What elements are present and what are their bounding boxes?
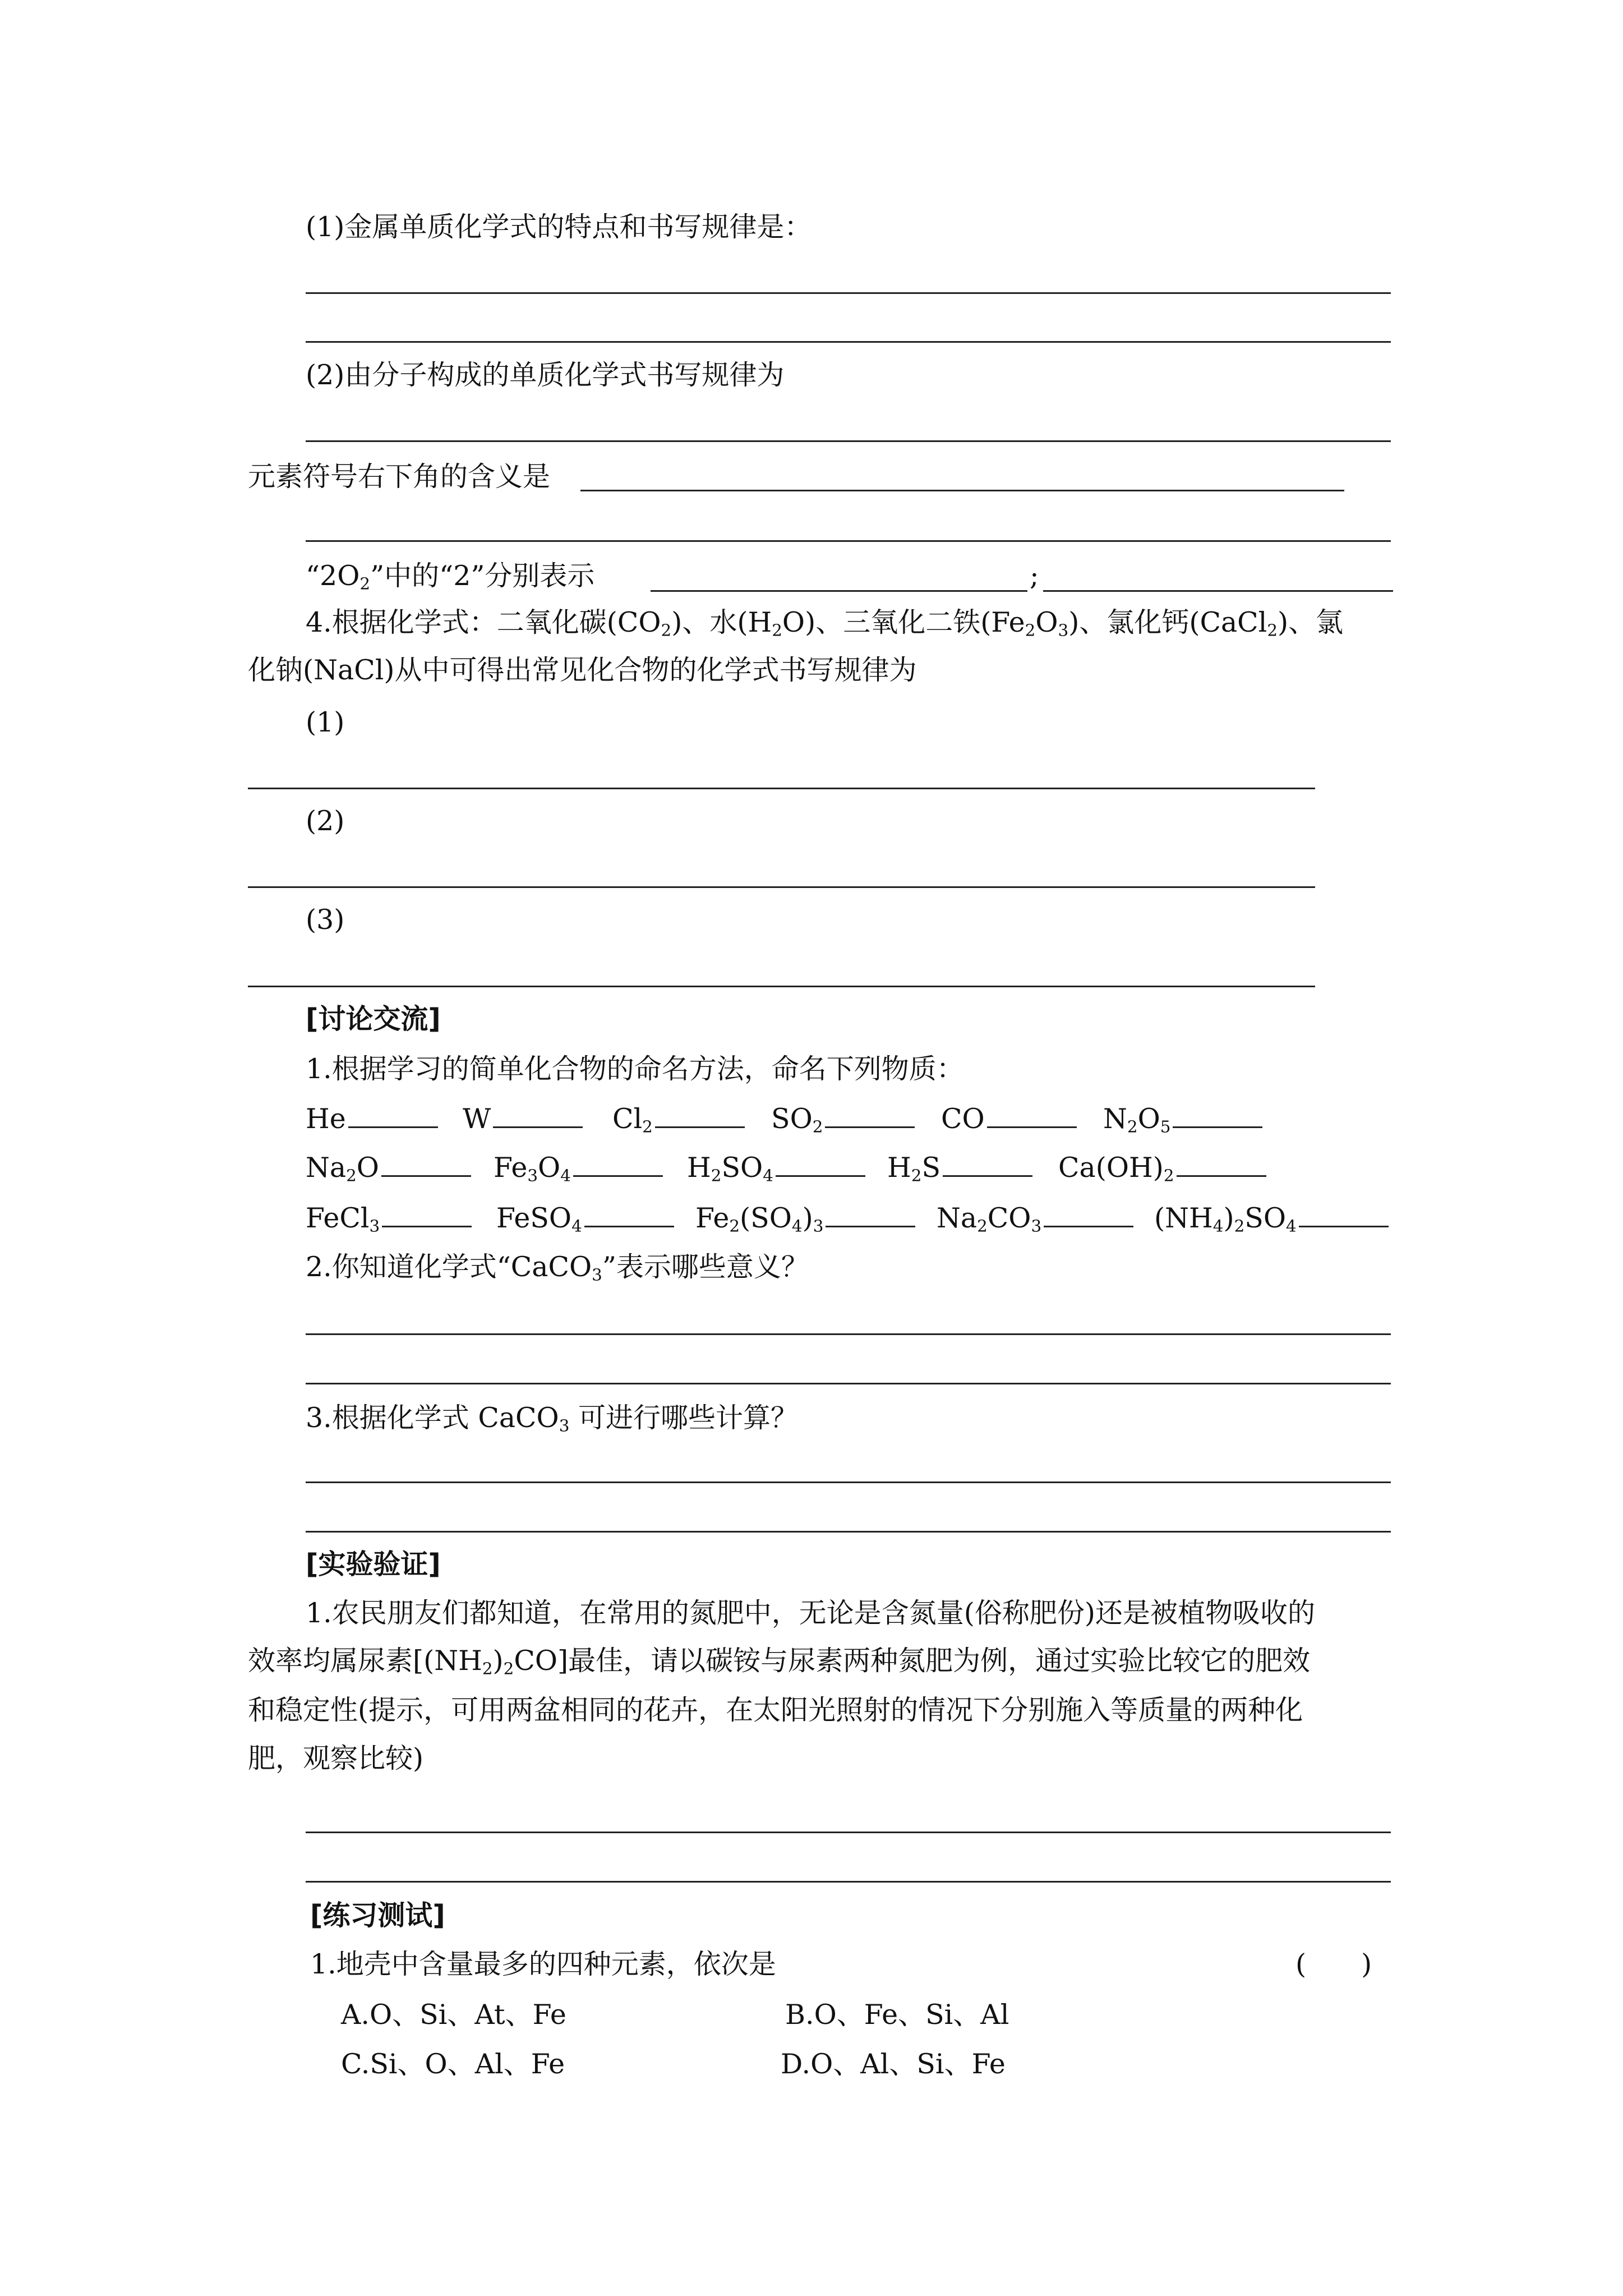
answer-line[interactable]	[306, 292, 1391, 294]
name-na2o[interactable]: $Na_2O$	[306, 1150, 471, 1186]
answer-line[interactable]	[1043, 590, 1393, 592]
section-heading-practice: [练习测试]	[310, 1899, 445, 1931]
question-4-line2: 化钠(NaCl)从中可得出常见化合物的化学式书写规律为	[248, 654, 917, 686]
experiment-q1-line2: 效率均属尿素$[(NH_2)_2CO]$最佳，请以碳铵与尿素两种氮肥为例，通过实验比较它的肥效	[248, 1645, 1311, 1678]
section-heading-experiment: [实验验证]	[306, 1548, 441, 1580]
name-cl2[interactable]: $Cl_2$	[612, 1101, 745, 1137]
answer-line[interactable]	[306, 341, 1391, 343]
name-so2[interactable]: $SO_2$	[771, 1101, 915, 1137]
discussion-q1: 1.根据学习的简单化合物的命名方法，命名下列物质：	[306, 1053, 964, 1085]
name-h2s[interactable]: $H_2S$	[887, 1150, 1032, 1186]
name-nh42so4[interactable]: $(NH_4)_2SO_4$	[1154, 1200, 1389, 1236]
answer-line[interactable]	[306, 1881, 1391, 1883]
name-fe3o4[interactable]: $Fe_3O_4$	[494, 1150, 663, 1186]
experiment-q1-line1: 1.农民朋友们都知道，在常用的氮肥中，无论是含氮量(俗称肥份)还是被植物吸收的	[306, 1597, 1315, 1629]
name-n2o5[interactable]: $N_2O_5$	[1103, 1101, 1262, 1137]
answer-line[interactable]	[248, 788, 1315, 789]
experiment-q1-line4: 肥，观察比较)	[248, 1742, 424, 1774]
answer-line[interactable]	[580, 490, 1344, 491]
discussion-q3: 3.根据化学式 CaCO$_3$ 可进行哪些计算？	[306, 1402, 798, 1435]
option-a[interactable]: A.O、Si、At、Fe	[341, 1999, 566, 2031]
question-4-line1: 4.根据化学式：二氧化碳$(CO_2)$、水$(H_2O)$、三氧化二铁$(Fe_2O_3)$、氯化钙(CaCl$_2$)、氯	[306, 606, 1344, 640]
name-feso4[interactable]: FeSO$_4$	[496, 1200, 674, 1236]
practice-q1: 1.地壳中含量最多的四种元素，依次是	[310, 1948, 776, 1980]
experiment-q1-line3: 和稳定性(提示，可用两盆相同的花卉，在太阳光照射的情况下分别施入等质量的两种化	[248, 1694, 1303, 1726]
answer-line[interactable]	[306, 1481, 1391, 1483]
answer-bracket[interactable]: ( )	[1295, 1948, 1372, 1980]
q4-item-1: (1)	[306, 706, 345, 738]
question-2o2: “$2O_2$”中的“2”分别表示	[306, 560, 595, 593]
question-metal-formula: (1)金属单质化学式的特点和书写规律是：	[306, 211, 812, 243]
name-na2co3[interactable]: $Na_2CO_3$	[937, 1200, 1133, 1236]
option-c[interactable]: C.Si、O、Al、Fe	[341, 2048, 565, 2080]
name-fe2so43[interactable]: $Fe_2(SO_4)_3$	[695, 1200, 915, 1236]
answer-line[interactable]	[248, 986, 1315, 987]
answer-line[interactable]	[651, 590, 1027, 592]
section-heading-discussion: [讨论交流]	[306, 1003, 441, 1035]
name-caoh2[interactable]: $Ca(OH)_2$	[1058, 1150, 1266, 1186]
name-w[interactable]: W	[463, 1101, 583, 1137]
option-b[interactable]: B.O、Fe、Si、Al	[785, 1999, 1009, 2031]
answer-line[interactable]	[306, 440, 1391, 442]
name-he[interactable]: He	[306, 1101, 438, 1137]
answer-line[interactable]	[306, 1333, 1391, 1335]
answer-line[interactable]	[306, 1383, 1391, 1384]
answer-line[interactable]	[306, 540, 1391, 542]
q4-item-3: (3)	[306, 904, 345, 936]
name-fecl3[interactable]: FeCl$_3$	[306, 1200, 472, 1236]
q4-item-2: (2)	[306, 805, 345, 837]
answer-line[interactable]	[306, 1832, 1391, 1833]
question-molecule-formula: (2)由分子构成的单质化学式书写规律为	[306, 359, 785, 391]
answer-line[interactable]	[248, 886, 1315, 888]
semicolon: ;	[1030, 560, 1039, 592]
name-co[interactable]: CO	[941, 1101, 1077, 1137]
option-d[interactable]: D.O、Al、Si、Fe	[781, 2048, 1006, 2080]
question-subscript-meaning: 元素符号右下角的含义是	[248, 461, 551, 493]
name-h2so4[interactable]: $H_2SO_4$	[687, 1150, 865, 1186]
answer-line[interactable]	[306, 1531, 1391, 1533]
discussion-q2: 2.你知道化学式“CaCO$_3$”表示哪些意义？	[306, 1251, 809, 1285]
